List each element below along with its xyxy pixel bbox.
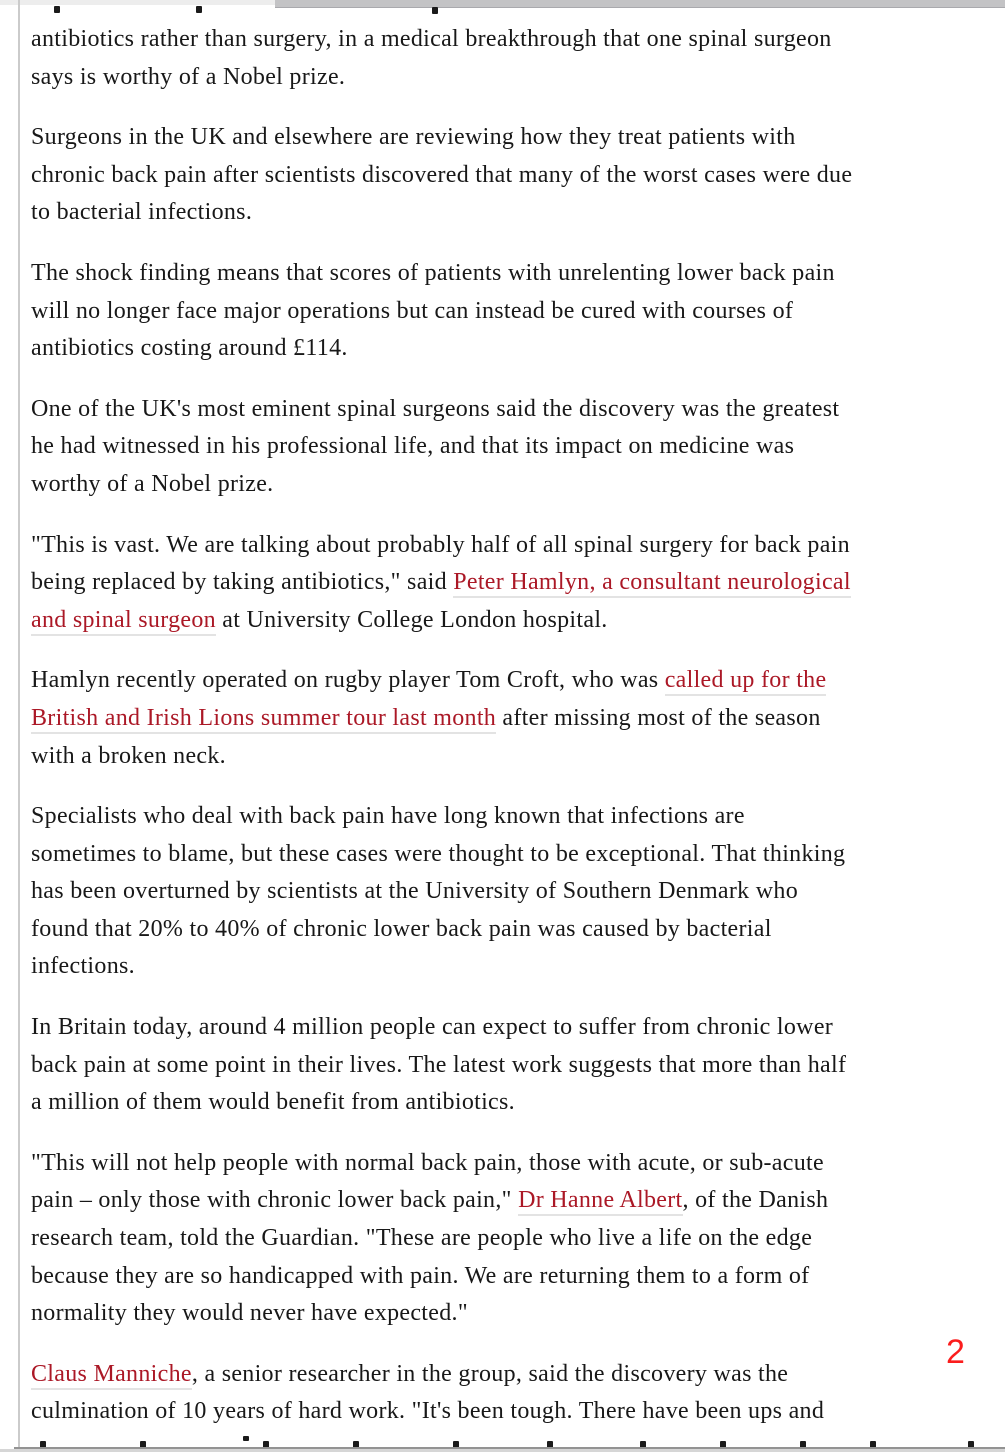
text-line	[31, 911, 991, 949]
text-run: "This is vast. We are talking about probably half of all spinal surgery for back pain	[31, 531, 850, 558]
text-line	[31, 1393, 991, 1431]
text-line	[31, 1295, 991, 1333]
text-run: to bacterial infections.	[31, 199, 253, 226]
clipped-text-fragment	[196, 6, 202, 13]
text-run: normality they would never have expected."	[31, 1300, 468, 1327]
text-line	[31, 194, 991, 232]
paragraph	[31, 662, 991, 775]
text-run: Hamlyn recently operated on rugby player Tom Croft, who was	[31, 667, 665, 694]
text-run: , of the Danish	[682, 1187, 829, 1214]
text-line	[31, 21, 991, 59]
article-link[interactable]: Claus Manniche	[31, 1361, 192, 1390]
text-line	[31, 564, 991, 602]
article-link[interactable]: Peter Hamlyn, a consultant neurological	[453, 569, 851, 598]
text-line	[31, 1009, 991, 1047]
text-line	[31, 1182, 991, 1220]
text-run: chronic back pain after scientists discovered that many of the worst cases were due	[31, 161, 853, 188]
page-left-border	[18, 0, 20, 1452]
text-run: found that 20% to 40% of chronic lower back pain was caused by bacterial	[31, 915, 772, 942]
text-line	[31, 836, 991, 874]
text-run: being replaced by taking antibiotics," said	[31, 569, 454, 596]
text-run: says is worthy of a Nobel prize.	[31, 63, 346, 90]
text-line	[31, 59, 991, 97]
text-line	[31, 798, 991, 836]
text-line	[31, 293, 991, 331]
text-run: a million of them would benefit from antibiotics.	[31, 1089, 515, 1116]
text-run: sometimes to blame, but these cases were thought to be exceptional. That thinking	[31, 840, 846, 867]
clipped-text-fragment	[54, 6, 60, 13]
text-line	[31, 157, 991, 195]
paragraph	[31, 1356, 991, 1431]
text-line	[31, 330, 991, 368]
paragraph	[31, 798, 991, 986]
text-run: has been overturned by scientists at the University of Southern Denmark who	[31, 878, 798, 905]
text-line	[31, 428, 991, 466]
text-run: antibiotics costing around £114.	[31, 335, 348, 362]
text-line	[31, 738, 991, 776]
article-link[interactable]: and spinal surgeon	[31, 607, 216, 636]
text-run: because they are so handicapped with pain. We are returning them to a form of	[31, 1262, 810, 1289]
text-run: after missing most of the season	[496, 704, 821, 731]
article-link[interactable]: Dr Hanne Albert	[518, 1187, 682, 1216]
text-run: research team, told the Guardian. "These are people who live a life on the edge	[31, 1225, 813, 1252]
paragraph	[31, 527, 991, 640]
clipped-text-fragment	[243, 1436, 249, 1441]
paragraph	[31, 119, 991, 232]
text-run: at University College London hospital.	[215, 606, 608, 633]
article-link[interactable]: called up for the	[665, 667, 827, 696]
text-run: In Britain today, around 4 million people can expect to suffer from chronic lower	[31, 1014, 834, 1041]
clipped-text-fragment	[432, 7, 438, 14]
text-run: antibiotics rather than surgery, in a medical breakthrough that one spinal surgeon	[31, 26, 832, 52]
text-line	[31, 391, 991, 429]
text-run: pain – only those with chronic lower back pain,"	[31, 1187, 519, 1214]
text-run: infections.	[31, 953, 135, 980]
paragraph	[31, 391, 991, 504]
article-link[interactable]: British and Irish Lions summer tour last month	[31, 705, 496, 734]
text-line	[31, 119, 991, 157]
text-line	[31, 255, 991, 293]
text-run: back pain at some point in their lives. The latest work suggests that more than half	[31, 1051, 847, 1078]
text-run: he had witnessed in his professional life, and that its impact on medicine was	[31, 433, 795, 460]
text-run: culmination of 10 years of hard work. "It's been tough. There have been ups and	[31, 1398, 825, 1425]
text-line	[31, 948, 991, 986]
text-run: "This will not help people with normal back pain, those with acute, or sub-acute	[31, 1149, 824, 1176]
text-run: with a broken neck.	[31, 742, 226, 769]
text-line	[31, 1258, 991, 1296]
text-line	[31, 662, 991, 700]
text-run: One of the UK's most eminent spinal surgeons said the discovery was the greatest	[31, 395, 840, 422]
page-number: 2	[946, 1333, 965, 1371]
text-line	[31, 527, 991, 565]
text-run: Surgeons in the UK and elsewhere are reviewing how they treat patients with	[31, 124, 796, 151]
text-run: The shock finding means that scores of patients with unrelenting lower back pain	[31, 259, 835, 286]
text-line	[31, 466, 991, 504]
text-line	[31, 1084, 991, 1122]
paragraph	[31, 21, 991, 96]
top-strip-left	[0, 0, 275, 5]
text-line	[31, 1356, 991, 1394]
text-line	[31, 1220, 991, 1258]
paragraph	[31, 1145, 991, 1333]
text-line	[31, 602, 991, 640]
text-line	[31, 1047, 991, 1085]
paragraph	[31, 1009, 991, 1122]
paragraph	[31, 255, 991, 368]
top-bar	[275, 0, 1005, 8]
text-line	[31, 700, 991, 738]
text-line	[31, 1145, 991, 1183]
text-run: Specialists who deal with back pain have long known that infections are	[31, 803, 745, 830]
text-line	[31, 873, 991, 911]
text-run: , a senior researcher in the group, said the discovery was the	[191, 1360, 789, 1387]
text-run: worthy of a Nobel prize.	[31, 470, 274, 497]
article	[31, 21, 991, 1454]
text-run: will no longer face major operations but can instead be cured with courses of	[31, 297, 794, 324]
